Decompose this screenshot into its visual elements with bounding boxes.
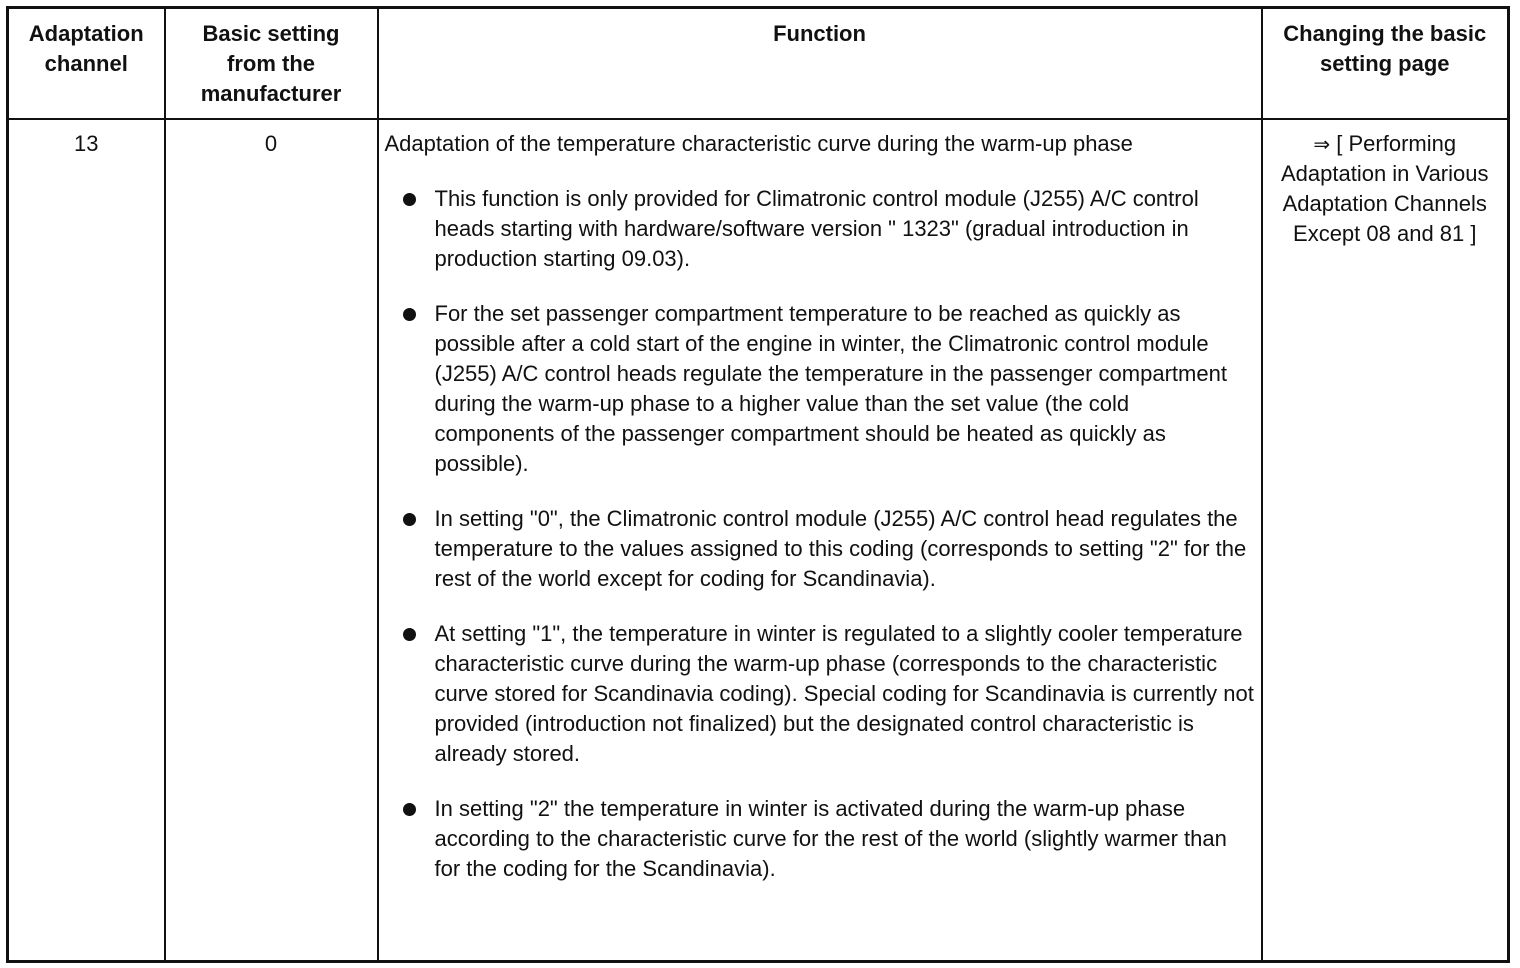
header-row bbox=[8, 8, 1509, 120]
bullet-dot-icon bbox=[403, 803, 416, 816]
bullet-dot-icon bbox=[403, 513, 416, 526]
function-cell bbox=[378, 119, 1262, 962]
bullet-text: In setting "0", the Climatronic control module (J255) A/C control head regulates the temperature to the values assigned to this coding (corresponds to setting "2" for the rest of the world except for coding for Scandinavia). bbox=[434, 506, 1247, 591]
function-intro: Adaptation of the temperature characteristic curve during the warm-up phase bbox=[384, 131, 1133, 156]
basic-setting-cell: 0 bbox=[165, 119, 378, 962]
arrow-right-icon: ⇒ bbox=[1313, 132, 1331, 156]
bullet-text: This function is only provided for Climatronic control module (J255) A/C control heads starting with hardware/software version " 1323" (gradual introduction in production starting 09.03). bbox=[434, 186, 1199, 271]
function-bullet-list bbox=[385, 184, 1255, 884]
header-changing-basic-setting: Changing the basic setting page bbox=[1262, 8, 1509, 120]
header-adaptation-channel: Adaptation channel bbox=[8, 8, 165, 120]
list-item bbox=[385, 299, 1255, 479]
bullet-text: In setting "2" the temperature in winter is activated during the warm-up phase according to the characteristic curve for the rest of the world (slightly warmer than for the coding for the Scandinavia). bbox=[434, 796, 1227, 881]
header-function: Function bbox=[378, 8, 1262, 120]
list-item bbox=[385, 619, 1255, 769]
bullet-dot-icon bbox=[403, 628, 416, 641]
bullet-text: At setting "1", the temperature in winter is regulated to a slightly cooler temperature characteristic curve during the warm-up phase (corresponds to the characteristic curve stored for Scandinavia coding). Special coding for Scandinavia is currently not provided (introduction not finalized) but the designated control characteristic is already stored. bbox=[434, 621, 1254, 766]
channel-cell: 13 bbox=[8, 119, 165, 962]
reference-link[interactable]: [ Performing Adaptation in Various Adaptation Channels Except 08 and 81 ] bbox=[1280, 131, 1489, 246]
bullet-text: For the set passenger compartment temperature to be reached as quickly as possible after a cold start of the engine in winter, the Climatronic control module (J255) A/C control heads regulate the temperature in the passenger compartment during the warm-up phase to a higher value than the set value (the cold components of the passenger compartment should be heated as quickly as possible). bbox=[434, 301, 1227, 476]
list-item bbox=[385, 794, 1255, 884]
table-row bbox=[8, 119, 1509, 962]
header-basic-setting: Basic setting from the manufacturer bbox=[165, 8, 378, 120]
adaptation-table bbox=[6, 6, 1510, 963]
bullet-dot-icon bbox=[403, 308, 416, 321]
list-item bbox=[385, 504, 1255, 594]
reference-cell bbox=[1262, 119, 1509, 962]
list-item bbox=[385, 184, 1255, 274]
bullet-dot-icon bbox=[403, 193, 416, 206]
